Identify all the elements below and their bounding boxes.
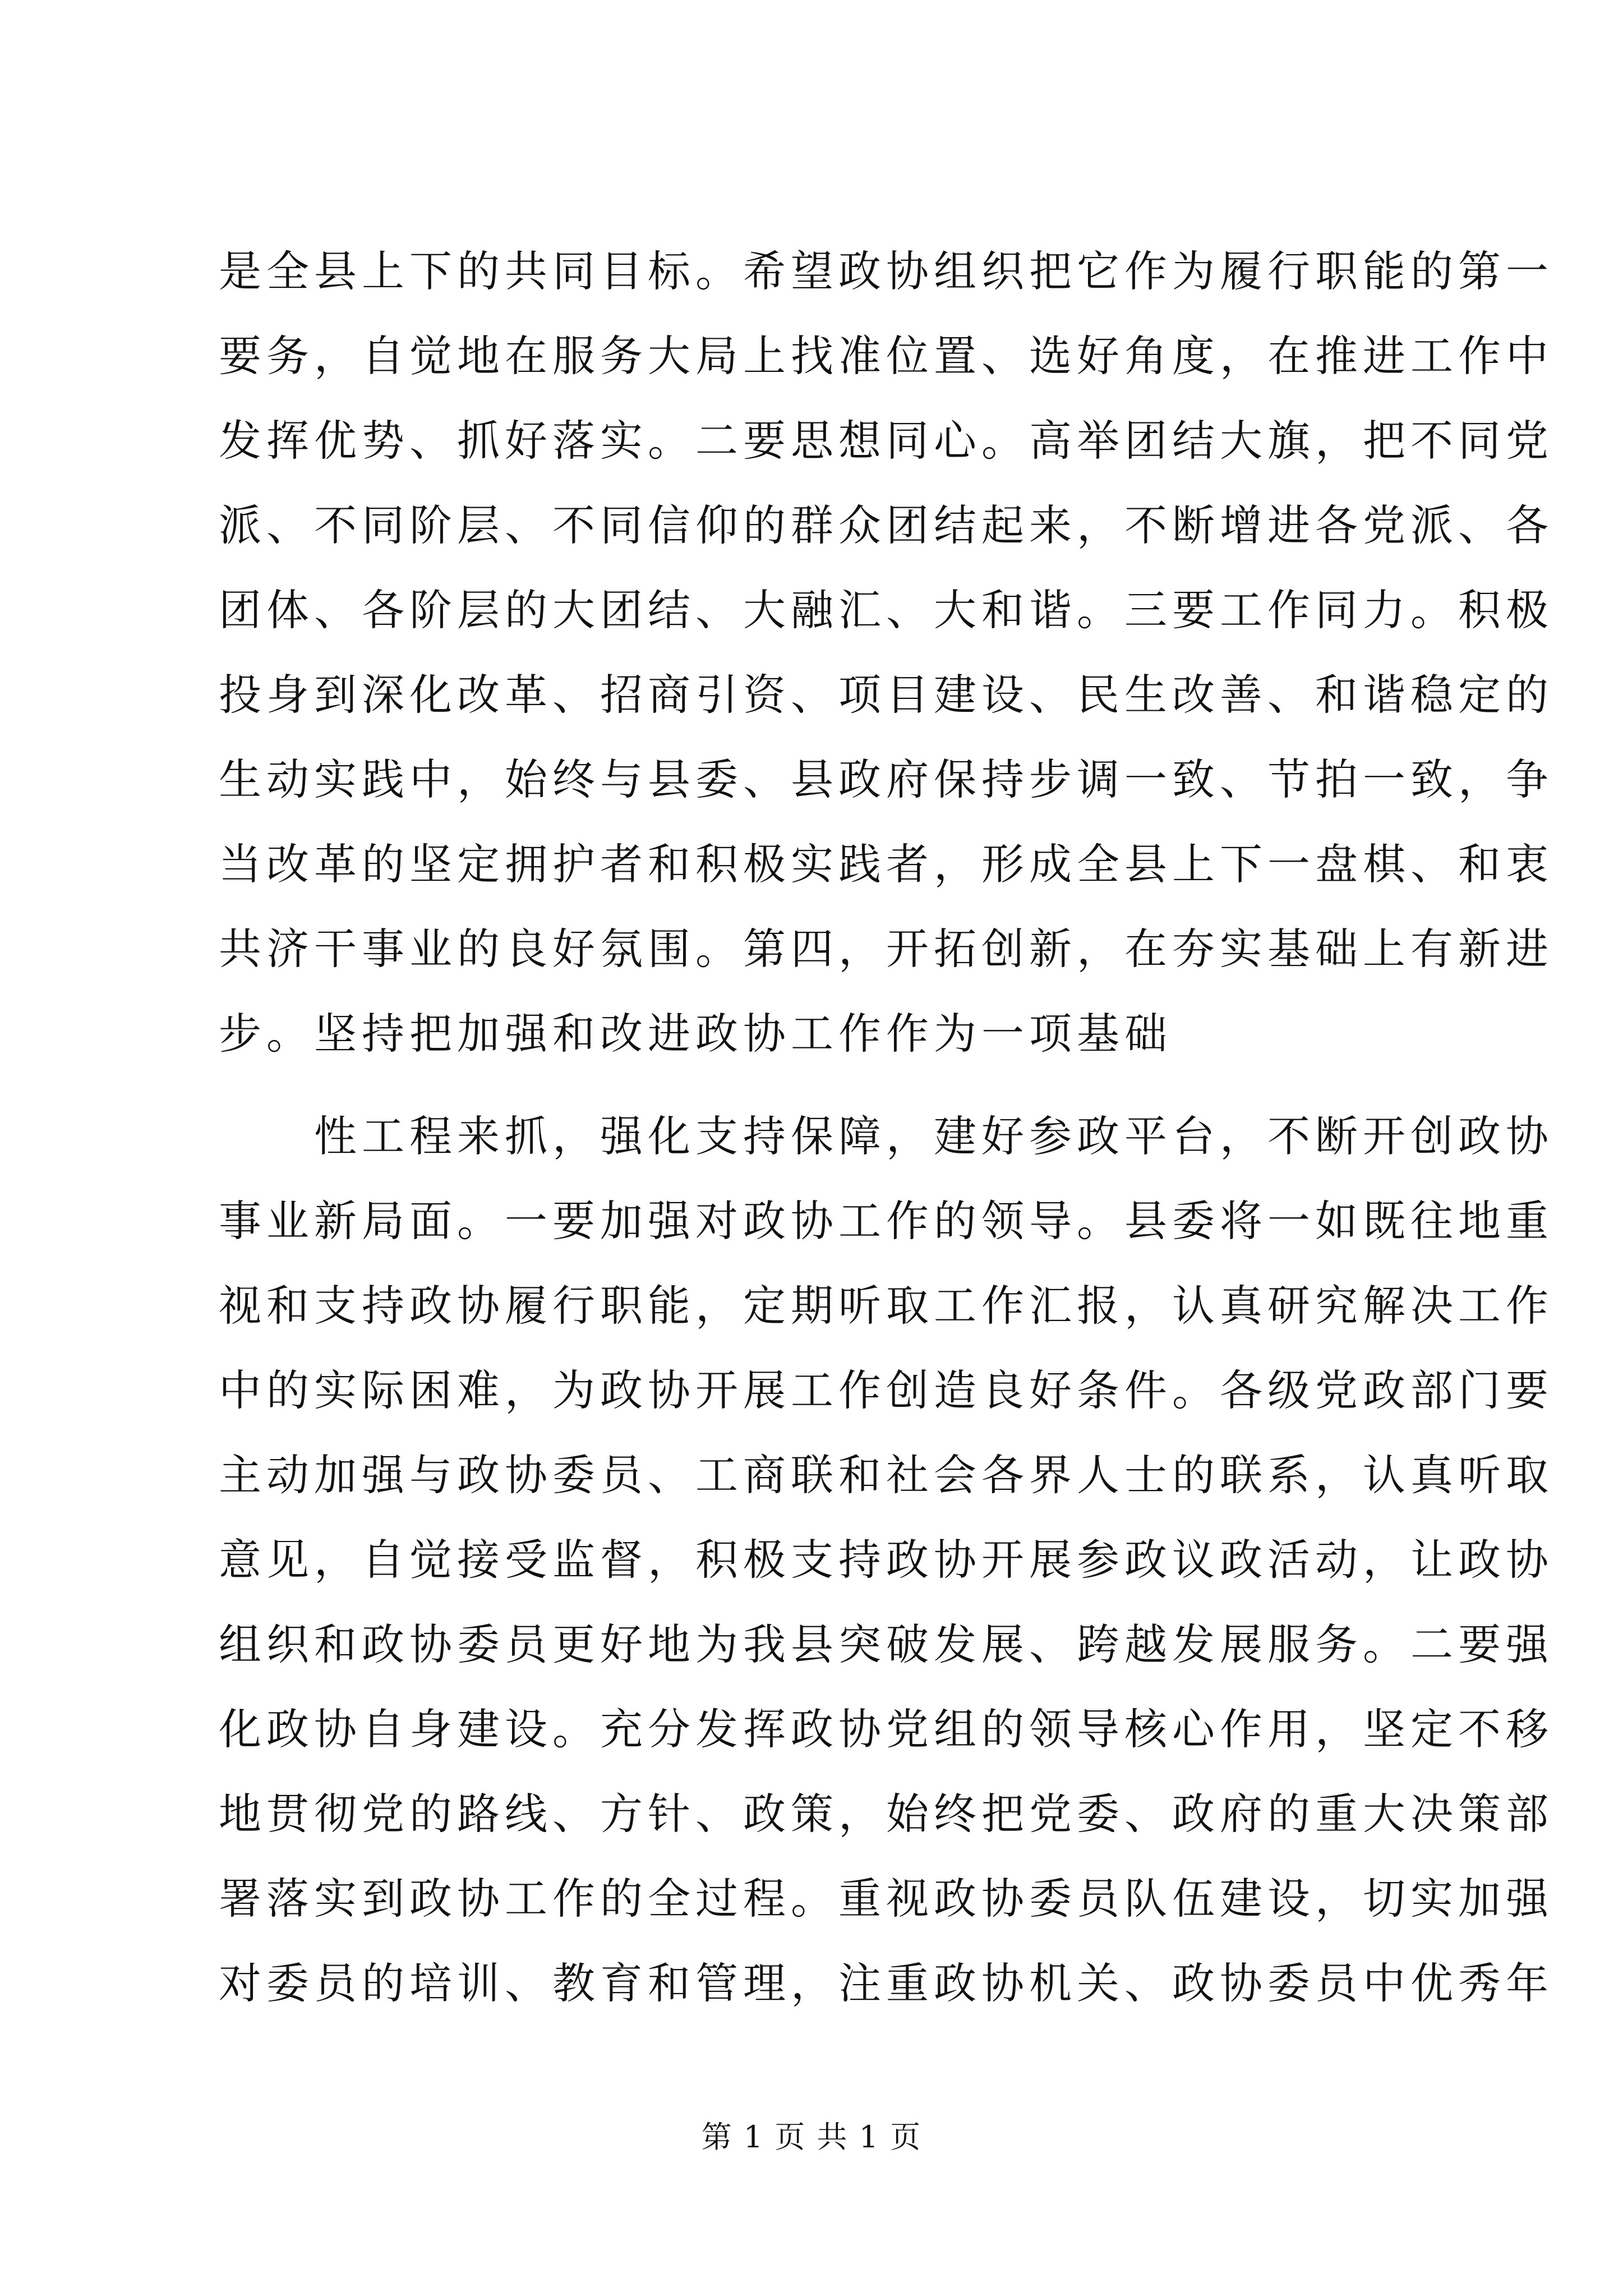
text-line: 事业新局面。一要加强对政协工作的领导。县委将一如既往地重	[219, 1196, 1553, 1246]
paragraph-1	[219, 229, 1553, 1076]
text-line: 步。坚持把加强和改进政协工作作为一项基础	[219, 1009, 1172, 1059]
text-line: 视和支持政协履行职能，定期听取工作汇报，认真研究解决工作	[219, 1281, 1553, 1331]
text-line: 中的实际困难，为政协开展工作创造良好条件。各级党政部门要	[219, 1365, 1553, 1415]
page-number-footer: 第 1 页 共 1 页	[701, 2119, 922, 2155]
text-line: 团体、各阶层的大团结、大融汇、大和谐。三要工作同力。积极	[219, 585, 1553, 635]
text-line: 要务，自觉地在服务大局上找准位置、选好角度，在推进工作中	[219, 331, 1553, 381]
text-line: 派、不同阶层、不同信仰的群众团结起来，不断增进各党派、各	[219, 500, 1553, 550]
text-line: 对委员的培训、教育和管理，注重政协机关、政协委员中优秀年	[219, 1958, 1553, 2008]
text-line: 性工程来抓，强化支持保障，建好参政平台，不断开创政协	[219, 1111, 1553, 1161]
text-line: 投身到深化改革、招商引资、项目建设、民生改善、和谐稳定的	[219, 670, 1553, 720]
text-line: 共济干事业的良好氛围。第四，开拓创新，在夯实基础上有新进	[219, 924, 1553, 974]
text-line: 发挥优势、抓好落实。二要思想同心。高举团结大旗，把不同党	[219, 416, 1553, 466]
text-line: 意见，自觉接受监督，积极支持政协开展参政议政活动，让政协	[219, 1535, 1553, 1585]
text-line: 地贯彻党的路线、方针、政策，始终把党委、政府的重大决策部	[219, 1789, 1553, 1839]
text-line: 主动加强与政协委员、工商联和社会各界人士的联系，认真听取	[219, 1450, 1553, 1500]
paragraph-2	[219, 1094, 1553, 2026]
text-line: 化政协自身建设。充分发挥政协党组的领导核心作用，坚定不移	[219, 1704, 1553, 1754]
text-line: 当改革的坚定拥护者和积极实践者，形成全县上下一盘棋、和衷	[219, 839, 1553, 889]
text-line: 组织和政协委员更好地为我县突破发展、跨越发展服务。二要强	[219, 1619, 1553, 1669]
text-line: 生动实践中，始终与县委、县政府保持步调一致、节拍一致，争	[219, 754, 1553, 804]
text-line: 署落实到政协工作的全过程。重视政协委员队伍建设，切实加强	[219, 1874, 1553, 1924]
text-line: 是全县上下的共同目标。希望政协组织把它作为履行职能的第一	[219, 246, 1553, 296]
